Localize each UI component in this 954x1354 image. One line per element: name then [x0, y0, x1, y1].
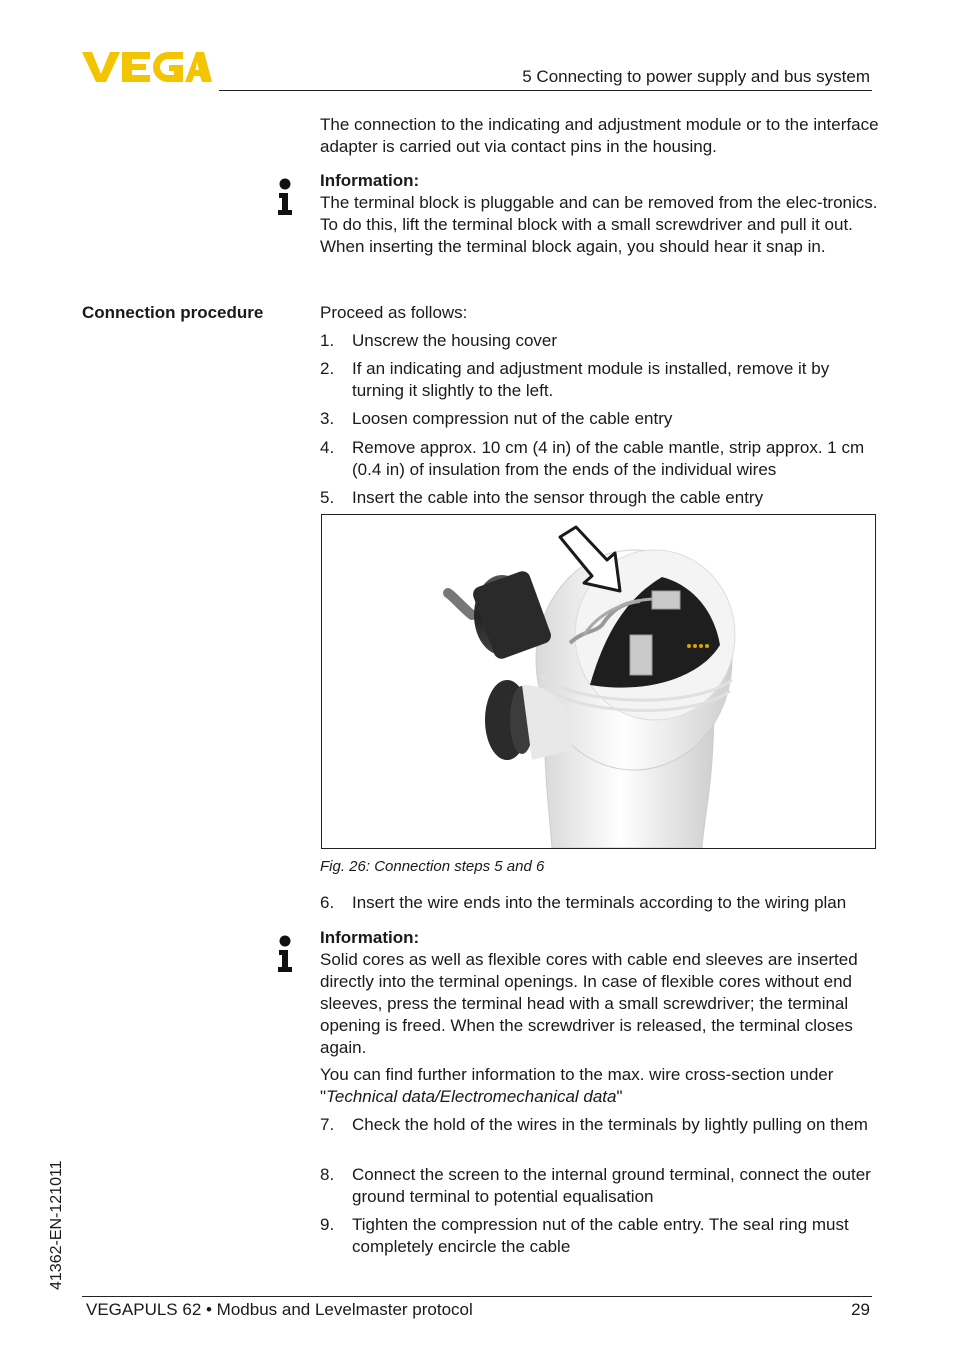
step-text: If an indicating and adjustment module is installed, remove it by turning it slightly to the left.	[352, 359, 830, 400]
figure-connection	[321, 514, 876, 849]
side-heading: Connection procedure	[82, 303, 264, 322]
step-text: Connect the screen to the internal ground terminal, connect the outer ground terminal to potential equalisation	[352, 1165, 871, 1206]
info-title: Information:	[320, 928, 420, 947]
step-number: 8.	[320, 1165, 335, 1184]
step-number: 4.	[320, 438, 335, 457]
further-info-text: You can find further information to the max. wire cross-section under "	[320, 1065, 834, 1106]
step-number: 9.	[320, 1215, 335, 1234]
step-text: Remove approx. 10 cm (4 in) of the cable mantle, strip approx. 1 cm (0.4 in) of insulation from the ends of the individual wires	[352, 438, 865, 479]
info-icon	[276, 935, 294, 973]
further-info-paragraph	[320, 1064, 880, 1108]
footer-product: VEGAPULS 62 • Modbus and Levelmaster protocol	[86, 1300, 473, 1319]
step-number: 6.	[320, 893, 335, 912]
document-id: 41362-EN-121011	[48, 1160, 65, 1290]
step-text: Insert the cable into the sensor through the cable entry	[352, 488, 764, 507]
footer-divider	[82, 1296, 872, 1297]
info-text: The terminal block is pluggable and can be removed from the elec-tronics. To do this, lift the terminal block with a small screwdriver and pull it out. When inserting the terminal block again, you should hear it snap in.	[320, 193, 878, 256]
info-icon	[276, 178, 294, 216]
step-number: 5.	[320, 488, 335, 507]
step-number: 1.	[320, 331, 335, 350]
further-info-close: "	[616, 1087, 623, 1106]
section-title: 5 Connecting to power supply and bus system	[522, 67, 870, 86]
step-text: Check the hold of the wires in the terminals by lightly pulling on them	[352, 1115, 868, 1134]
figure-caption: Fig. 26: Connection steps 5 and 6	[320, 858, 545, 875]
info-title: Information:	[320, 171, 420, 190]
header-divider	[219, 90, 872, 91]
technical-data-reference: Technical data/Electromechanical data	[326, 1087, 617, 1106]
step-text: Tighten the compression nut of the cable entry. The seal ring must completely encircle the cable	[352, 1215, 849, 1256]
vega-logo	[82, 50, 212, 84]
info-text: Solid cores as well as flexible cores with cable end sleeves are inserted directly into the terminal openings. In case of flexible cores without end sleeves, press the terminal head with a small screwdriver; the terminal opening is freed. When the screwdriver is released, the terminal closes again.	[320, 950, 858, 1057]
step-number: 7.	[320, 1115, 335, 1134]
intro-paragraph: The connection to the indicating and adjustment module or to the interface adapter is carried out via contact pins in the housing.	[320, 115, 879, 156]
step-text: Loosen compression nut of the cable entry	[352, 409, 673, 428]
page-number: 29	[851, 1300, 870, 1319]
step-text: Insert the wire ends into the terminals according to the wiring plan	[352, 893, 847, 912]
step-text: Unscrew the housing cover	[352, 331, 558, 350]
step-number: 3.	[320, 409, 335, 428]
procedure-lead: Proceed as follows:	[320, 303, 468, 322]
step-number: 2.	[320, 359, 335, 378]
sensor-housing-illustration	[322, 515, 875, 848]
